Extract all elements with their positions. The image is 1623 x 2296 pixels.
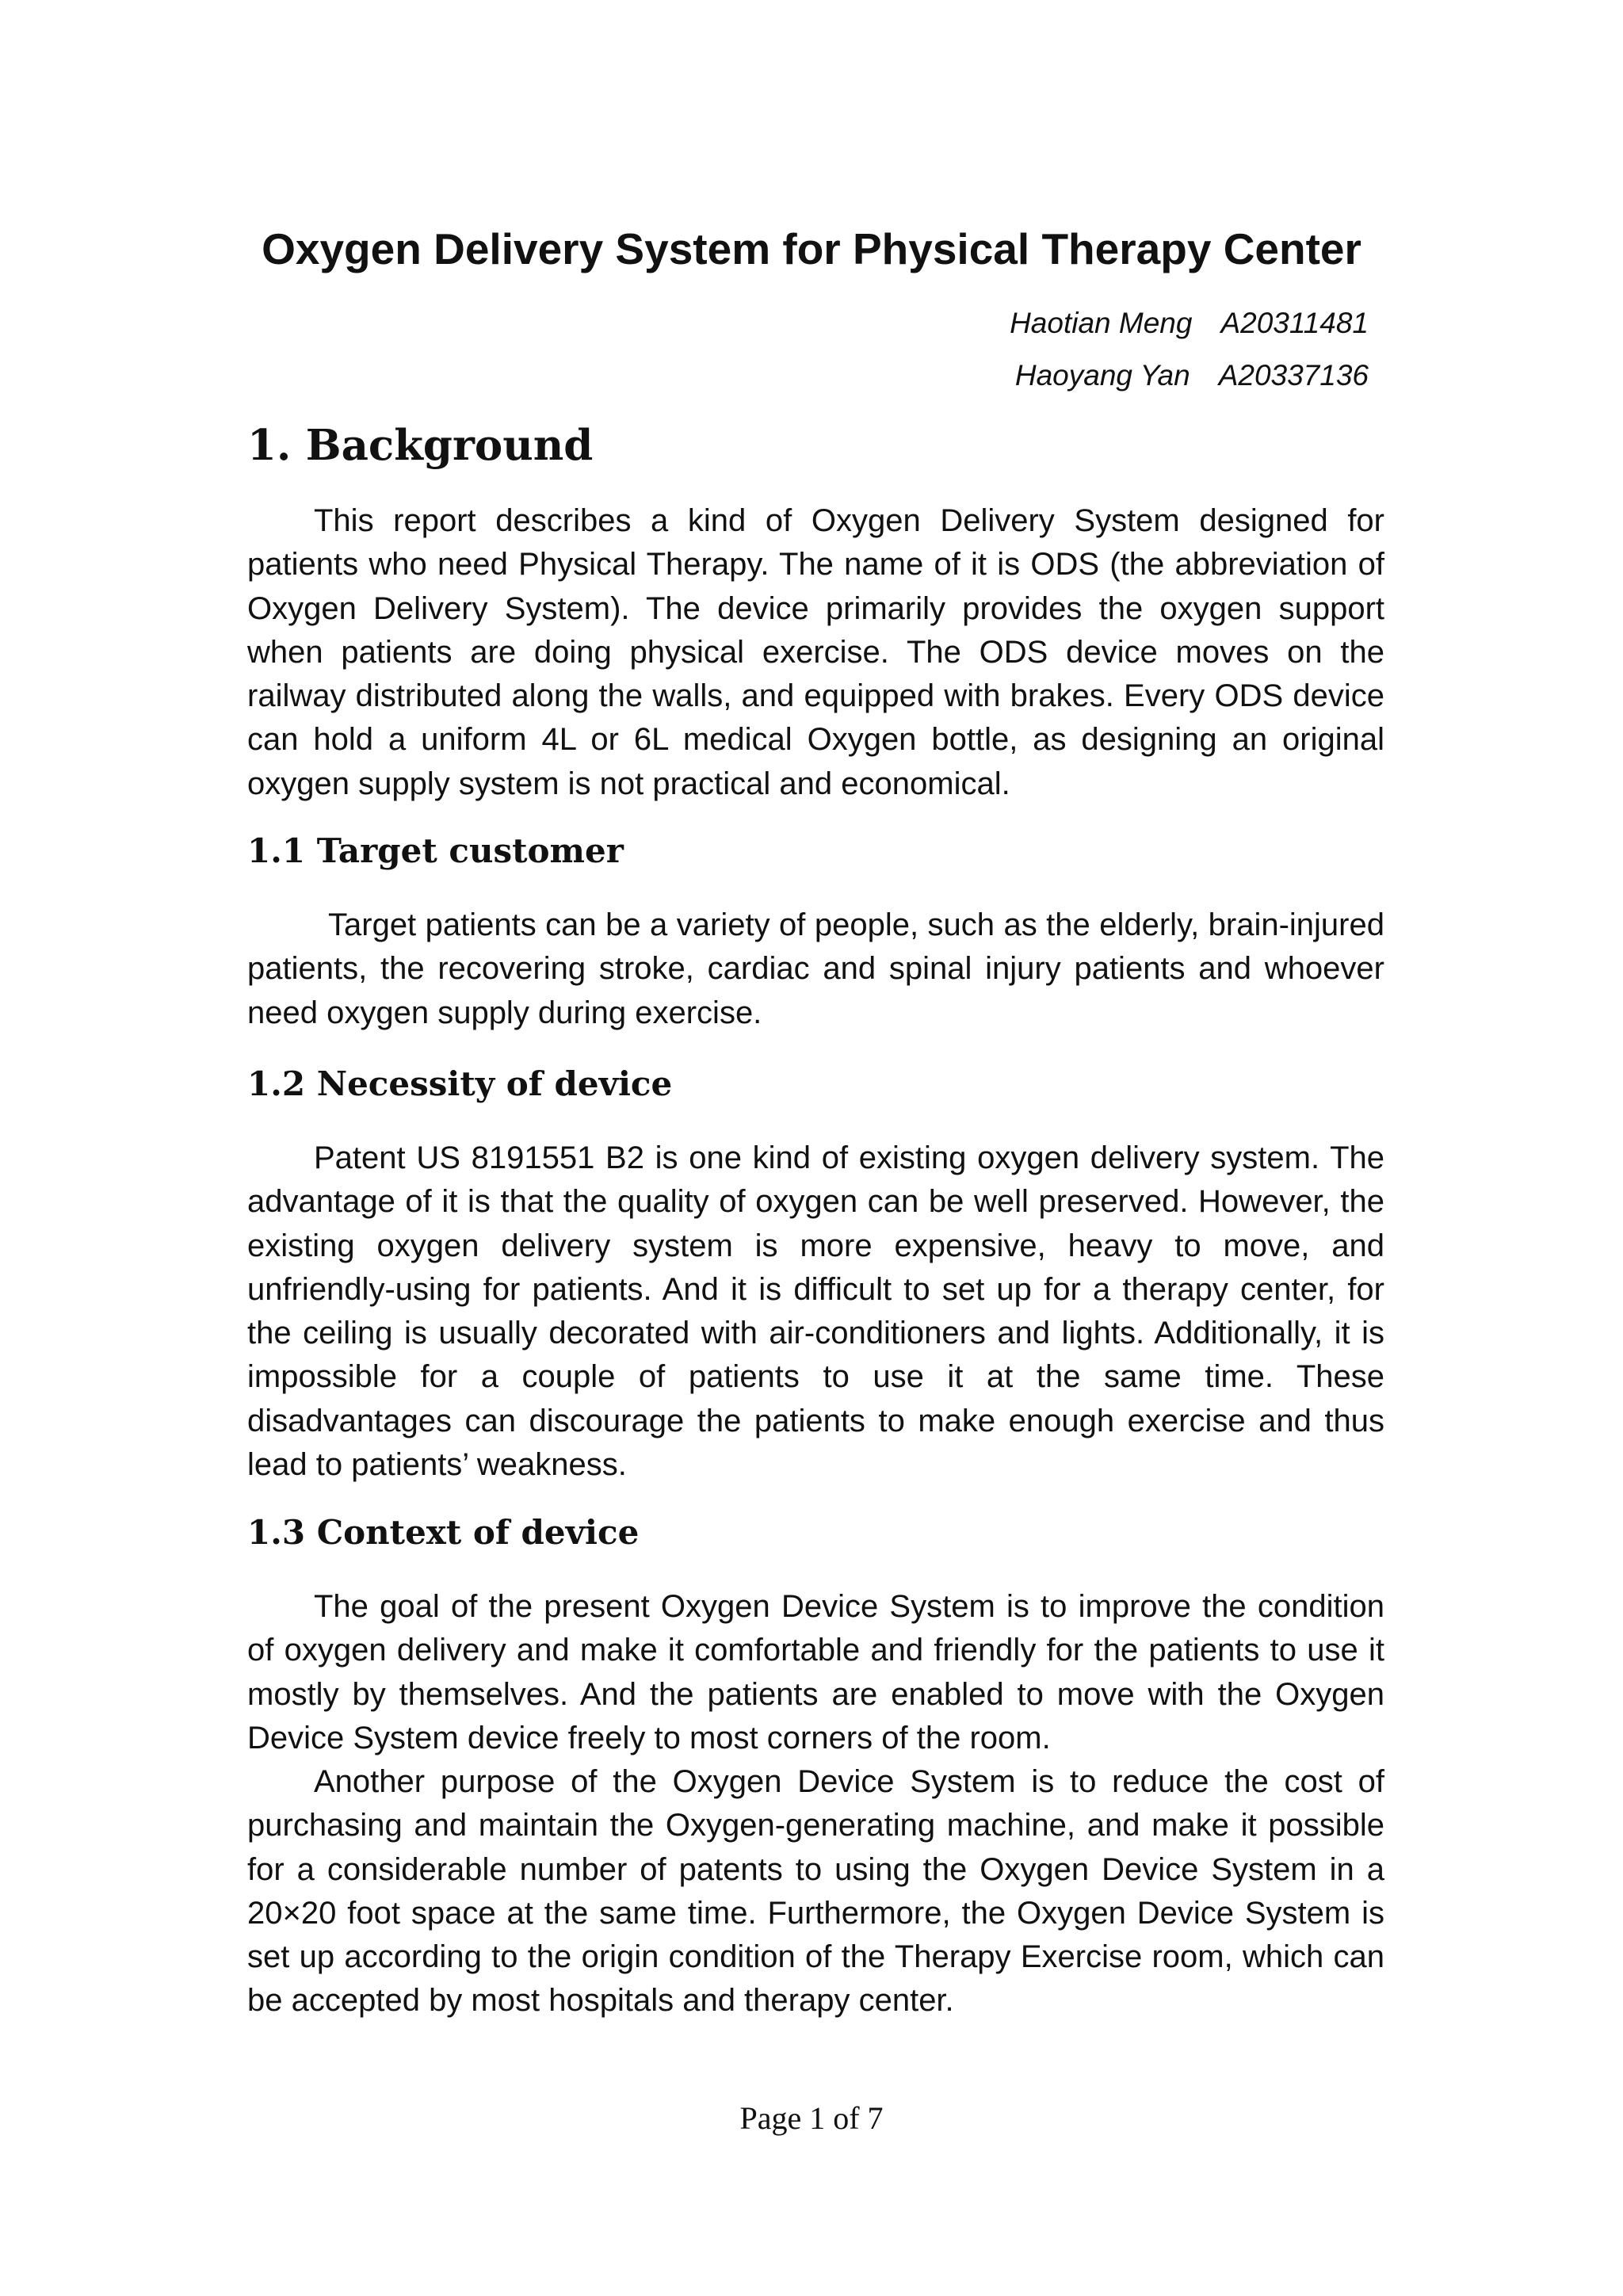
author-row (872, 350, 1369, 402)
background-paragraph: This report describes a kind of Oxygen Delivery System designed for patients who need Physical Therapy. The name of it is ODS (the abbreviation of Oxygen Delivery System). The device primarily provides the oxygen support when patients are doing physical exercise. The ODS device moves on the railway distributed along the walls, and equipped with brakes. Every ODS device can hold a uniform 4L or 6L medical Oxygen bottle, as designing an original oxygen supply system is not practical and economical. (247, 503, 1384, 801)
necessity-paragraph: Patent US 8191551 B2 is one kind of existing oxygen delivery system. The advantage of it is that the quality of oxygen can be well preserved. However, the existing oxygen delivery system is more expensive, heavy to move, and unfriendly-using for patients. And it is difficult to set up for a therapy center, for the ceiling is usually decorated with air-conditioners and lights. Additionally, it is impossible for a couple of patients to use it at the same time. These disadvantages can discourage the patients to make enough exercise and thus lead to patients’ weakness. (247, 1140, 1384, 1483)
context-paragraph-2: Another purpose of the Oxygen Device System is to reduce the cost of purchasing and maintain the Oxygen-generating machine, and make it possible for a considerable number of patents to using the Oxygen Device System in a 20×20 foot space at the same time. Furthermore, the Oxygen Device System is set up according to the origin condition of the Therapy Exercise room, which can be accepted by most hospitals and therapy center. (247, 1764, 1384, 2019)
author-id: A20311481 (1220, 307, 1369, 339)
context-paragraph-1: The goal of the present Oxygen Device System is to improve the condition of oxygen delivery and make it comfortable and friendly for the patients to use it mostly by themselves. And the patients are enabled to move with the Oxygen Device System device freely to most corners of the room. (247, 1589, 1384, 1755)
section-heading-target-customer: 1.1 Target customer (247, 831, 624, 870)
document-title: Oxygen Delivery System for Physical Therapy Center (262, 224, 1361, 273)
author-list (872, 297, 1369, 402)
page-footer: Page 1 of 7 (739, 2100, 884, 2136)
section-heading-context: 1.3 Context of device (247, 1513, 640, 1552)
section-heading-necessity: 1.2 Necessity of device (247, 1064, 673, 1103)
author-id: A20337136 (1218, 359, 1369, 392)
author-row (872, 297, 1369, 350)
section-heading-background: 1. Background (247, 421, 594, 470)
target-customer-paragraph: Target patients can be a variety of people, such as the elderly, brain-injured patients, the recovering stroke, cardiac and spinal injury patients and whoever need oxygen supply during exercise. (247, 907, 1384, 1030)
author-name: Haoyang Yan (1014, 359, 1190, 392)
author-name: Haotian Meng (1010, 307, 1193, 339)
